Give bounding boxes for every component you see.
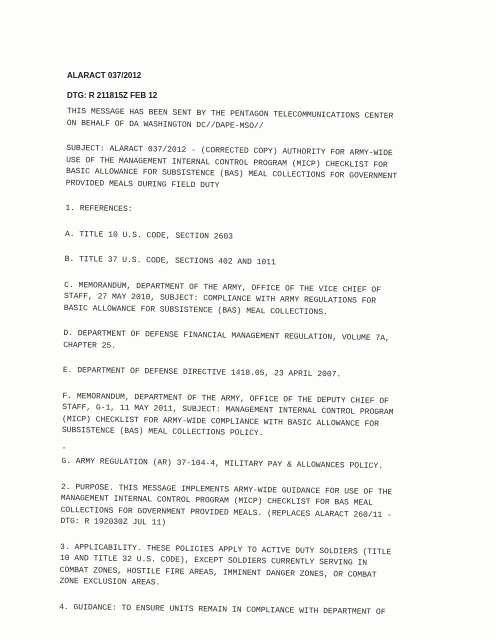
guidance-paragraph: 4. GUIDANCE: TO ENSURE UNITS REMAIN IN COMPLIANCE WITH DEPARTMENT OF <box>59 602 386 617</box>
reference-b: B. TITLE 37 U.S. CODE, SECTIONS 402 AND 1011 <box>64 254 276 268</box>
reference-c: C. MEMORANDUM, DEPARTMENT OF THE ARMY, OFFICE OF THE VICE CHIEF OF STAFF, 27 MAY 2010, SUBJECT: COMPLIANCE WITH ARMY REGULATIONS FOR BASIC ALLOWANCE FOR SUBSISTENCE (BAS) MEAL COLLECTIONS. <box>63 280 382 317</box>
reference-e: E. DEPARTMENT OF DEFENSE DIRECTIVE 1418.05, 23 APRIL 2007. <box>62 365 342 380</box>
stray-dash: - <box>61 443 67 453</box>
purpose-paragraph: 2. PURPOSE. THIS MESSAGE IMPLEMENTS ARMY-WIDE GUIDANCE FOR USE OF THE MANAGEMENT INTERNAL CONTROL PROGRAM (MICP) CHECKLIST FOR BAS MEAL COLLECTIONS FOR GOVERNMENT PROVIDED MEALS. (REPLACES ALARACT 260/11 - DTG: R 192030Z JUL 11) <box>60 482 393 528</box>
reference-d: D. DEPARTMENT OF DEFENSE FINANCIAL MANAGEMENT REGULATION, VOLUME 7A, CHAPTER 25. <box>63 328 390 351</box>
reference-g: G. ARMY REGULATION (AR) 37-104-4, MILITARY PAY & ALLOWANCES POLICY. <box>61 456 384 472</box>
message-id: ALARACT 037/2012 <box>67 71 142 80</box>
references-heading: 1. REFERENCES: <box>65 203 133 215</box>
applicability-paragraph: 3. APPLICABILITY. THESE POLICIES APPLY TO ACTIVE DUTY SOLDIERS (TITLE 10 AND TITLE 32 U.S. CODE), EXCEPT SOLDIERS CURRENTLY SERVING IN COMBAT ZONES, HOSTILE FIRE AREAS, IMMINENT DANGER ZONES, OR COMBAT ZONE EXCLUSION AREAS. <box>59 542 392 588</box>
transmission-note: THIS MESSAGE HAS BEEN SENT BY THE PENTAGON TELECOMMUNICATIONS CENTER ON BEHALF OF DA WASHINGTON DC//DAPE-MSO// <box>66 106 394 131</box>
reference-a: A. TITLE 10 U.S. CODE, SECTION 2603 <box>64 229 234 242</box>
reference-f: F. MEMORANDUM, DEPARTMENT OF THE ARMY, OFFICE OF THE DEPUTY CHIEF OF STAFF, G-1, 11 MAY 2011, SUBJECT: MANAGEMENT INTERNAL CONTROL PROGRAM (MICP) CHECKLIST FOR ARMY-WIDE COMPLIANCE WITH BASIC ALLOWANCE FOR SUBSISTENCE (BAS) MEAL COLLECTIONS POLICY. <box>61 391 394 439</box>
message-body <box>59 106 447 633</box>
dtg-line: DTG: R 211815Z FEB 12 <box>67 91 158 100</box>
subject-paragraph: SUBJECT: ALARACT 037/2012 - (CORRECTED COPY) AUTHORITY FOR ARMY-WIDE USE OF THE MANAGEMENT INTERNAL CONTROL PROGRAM (MICP) CHECKLIST FOR BASIC ALLOWANCE FOR SUBSISTENCE (BAS) MEAL COLLECTIONS FOR GOVERNMENT PROVIDED MEALS DURING FIELD DUTY <box>65 143 398 190</box>
